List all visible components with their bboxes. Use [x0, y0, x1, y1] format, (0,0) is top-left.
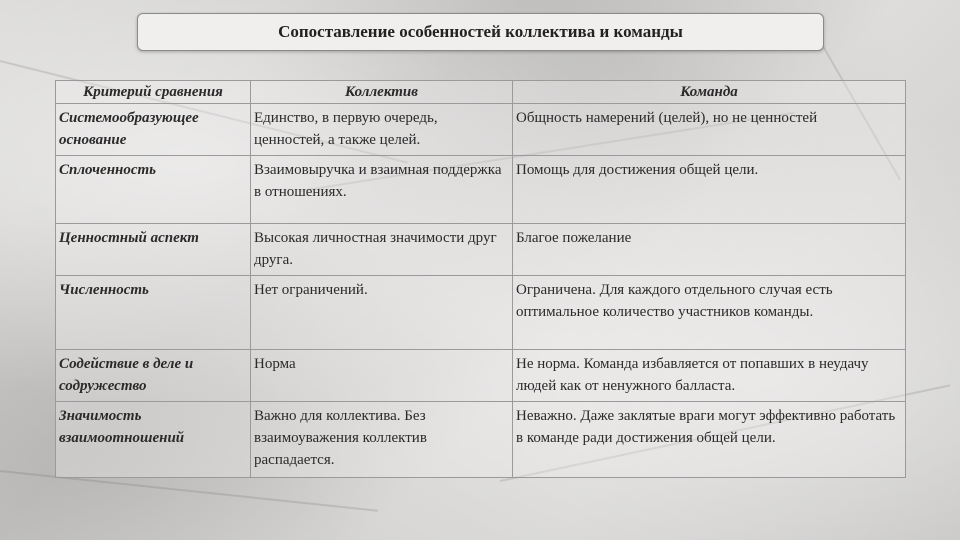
table-row	[56, 156, 906, 224]
slide-title: Сопоставление особенностей коллектива и команды	[278, 22, 683, 41]
team-cell: Помощь для достижения общей цели.	[513, 156, 906, 224]
collective-cell: Единство, в первую очередь, ценностей, а также целей.	[251, 104, 513, 156]
table-row	[56, 104, 906, 156]
slide-title-box	[137, 13, 824, 51]
team-cell: Не норма. Команда избавляется от попавших в неудачу людей как от ненужного балласта.	[513, 350, 906, 402]
criterion-cell: Сплоченность	[56, 156, 251, 224]
collective-cell: Важно для коллектива. Без взаимоуважения коллектив распадается.	[251, 402, 513, 478]
table-row	[56, 350, 906, 402]
table-header-row	[56, 81, 906, 104]
criterion-cell: Системообразующее основание	[56, 104, 251, 156]
criterion-cell: Численность	[56, 276, 251, 350]
team-cell: Неважно. Даже заклятые враги могут эффективно работать в команде ради достижения общей цели.	[513, 402, 906, 478]
header-team: Команда	[513, 81, 906, 104]
header-criterion: Критерий сравнения	[56, 81, 251, 104]
criterion-cell: Содействие в деле и содружество	[56, 350, 251, 402]
collective-cell: Взаимовыручка и взаимная поддержка в отношениях.	[251, 156, 513, 224]
team-cell: Благое пожелание	[513, 224, 906, 276]
collective-cell: Высокая личностная значимости друг друга.	[251, 224, 513, 276]
collective-cell: Норма	[251, 350, 513, 402]
collective-cell: Нет ограничений.	[251, 276, 513, 350]
table-row	[56, 224, 906, 276]
comparison-table	[55, 80, 906, 478]
criterion-cell: Ценностный аспект	[56, 224, 251, 276]
table-row	[56, 402, 906, 478]
team-cell: Общность намерений (целей), но не ценностей	[513, 104, 906, 156]
criterion-cell: Значимость взаимоотношений	[56, 402, 251, 478]
team-cell: Ограничена. Для каждого отдельного случая есть оптимальное количество участников команды.	[513, 276, 906, 350]
table-row	[56, 276, 906, 350]
header-collective: Коллектив	[251, 81, 513, 104]
